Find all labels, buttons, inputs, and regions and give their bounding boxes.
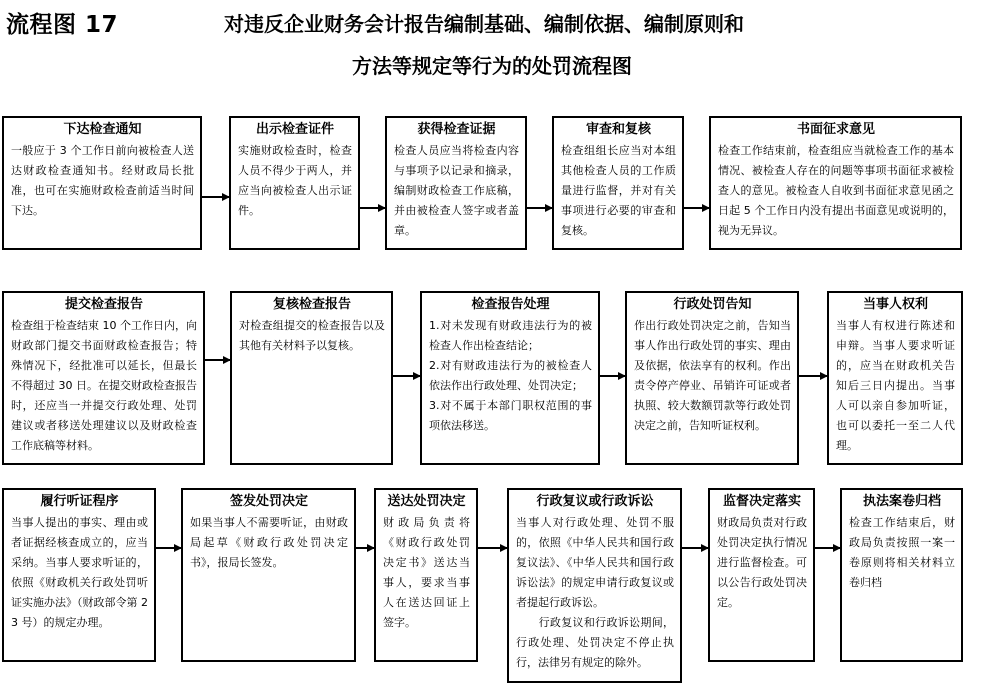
step-title: 检查报告处理	[471, 297, 550, 312]
figure-label: 流程图 17	[6, 12, 119, 38]
step-show-credentials-box	[229, 116, 360, 250]
step-body: 检查工作结束前，检查组应当就检查工作的基本情况、被检查人存在的问题等事项书面征求被检查人的意见。被检查人自收到书面征求意见函之日起 5 个工作日内没有提出书面意见或说明的，视为无异议。	[718, 144, 954, 237]
step-body: 检查组组长应当对本组其他检查人员的工作质量进行监督，并对有关事项进行必要的审查和复核。	[561, 144, 676, 237]
step-body: 当事人提出的事实、理由或者证据经核查成立的，应当采纳。当事人要求听证的，依照《财政机关行政处罚听证实施办法》（财政部令第 23 号）的规定办理。	[11, 516, 148, 629]
step-hearing-box	[2, 488, 156, 662]
step-title: 书面征求意见	[796, 122, 875, 137]
step-review-report-box	[230, 291, 393, 465]
step-penalty-notice-box	[625, 291, 799, 465]
step-written-opinion-box	[709, 116, 962, 250]
step-body: 实施财政检查时，检查人员不得少于两人，并应当向被检查人出示证件。	[238, 144, 352, 217]
step-title: 签发处罚决定	[229, 494, 308, 509]
step-archive-box	[840, 488, 963, 662]
diagram-title-line2: 方法等规定等行为的处罚流程图	[352, 54, 632, 78]
step-title: 送达处罚决定	[387, 494, 466, 509]
step-body: 检查人员应当将检查内容与事项予以记录和摘录，编制财政检查工作底稿，并由被检查人签字或者盖章。	[394, 144, 519, 237]
step-obtain-evidence-box	[385, 116, 527, 250]
step-body: 检查工作结束后，财政局负责按照一案一卷原则将相关材料立卷归档	[849, 516, 955, 589]
step-submit-report-box	[2, 291, 205, 465]
step-body: 财政局负责对行政处罚决定执行情况进行监督检查。可以公告行政处罚决定。	[717, 516, 807, 609]
step-title: 出示检查证件	[255, 122, 334, 137]
step-title: 审查和复核	[585, 122, 651, 137]
step-title: 行政处罚告知	[673, 297, 752, 312]
step-title: 下达检查通知	[63, 122, 142, 137]
step-process-report-box	[420, 291, 600, 465]
step-title: 提交检查报告	[64, 297, 143, 312]
step-title: 执法案卷归档	[862, 494, 941, 509]
step-body: 检查组于检查结束 10 个工作日内，向财政部门提交书面财政检查报告；特殊情况下，经批准可以延长，但最长不得超过 30 日。在提交财政检查报告时，还应当一并提交行政处理、处罚建议或者移送处理建议以及财政检查工作底稿等材料。	[11, 319, 197, 452]
step-issue-decision-box	[181, 488, 356, 662]
step-party-rights-box	[827, 291, 963, 465]
step-deliver-decision-box	[374, 488, 478, 662]
step-supervise-box	[708, 488, 815, 662]
step-review-check-box	[552, 116, 684, 250]
step-title: 获得检查证据	[417, 122, 496, 137]
step-body: 1.对未发现有财政违法行为的被检查人作出检查结论； 2.对有财政违法行为的被检查人依法作出行政处理、处罚决定； 3.对不属于本部门职权范围的事项依法移送。	[429, 319, 592, 432]
step-body: 一般应于 3 个工作日前向被检查人送达财政检查通知书。经财政局长批准，也可在实施财政检查前适当时间下达。	[11, 144, 194, 217]
step-body: 当事人对行政处理、处罚不服的，依照《中华人民共和国行政复议法》、《中华人民共和国行政诉讼法》的规定申请行政复议或者提起行政诉讼。 行政复议和行政诉讼期间，行政处理、处罚决定不停止执行，法律另有规定的除外。	[516, 516, 674, 669]
step-body: 如果当事人不需要听证，由财政局起草《财政行政处罚决定书》，报局长签发。	[190, 516, 348, 569]
step-title: 行政复议或行政诉讼	[536, 494, 654, 509]
step-body: 作出行政处罚决定之前，告知当事人作出行政处罚的事实、理由及依据，依法享有的权利。作出责令停产停业、吊销许可证或者执照、较大数额罚款等行政处罚决定之前，告知听证权利。	[634, 319, 791, 432]
step-review-litigation-box	[507, 488, 682, 683]
step-title: 复核检查报告	[272, 297, 351, 312]
step-body: 对检查组提交的检查报告以及其他有关材料予以复核。	[239, 319, 385, 352]
step-issue-notice-box	[2, 116, 202, 250]
step-body: 当事人有权进行陈述和申辩。当事人要求听证的，应当在财政机关告知后三日内提出。当事人可以亲自参加听证，也可以委托一至二人代理。	[836, 319, 955, 452]
step-title: 监督决定落实	[722, 494, 801, 509]
step-title: 履行听证程序	[40, 494, 119, 509]
diagram-title-line1: 对违反企业财务会计报告编制基础、编制依据、编制原则和	[224, 12, 744, 36]
step-body: 财政局负责将《财政行政处罚决定书》送达当事人，要求当事人在送达回证上签字。	[383, 516, 470, 629]
step-title: 当事人权利	[862, 297, 928, 312]
